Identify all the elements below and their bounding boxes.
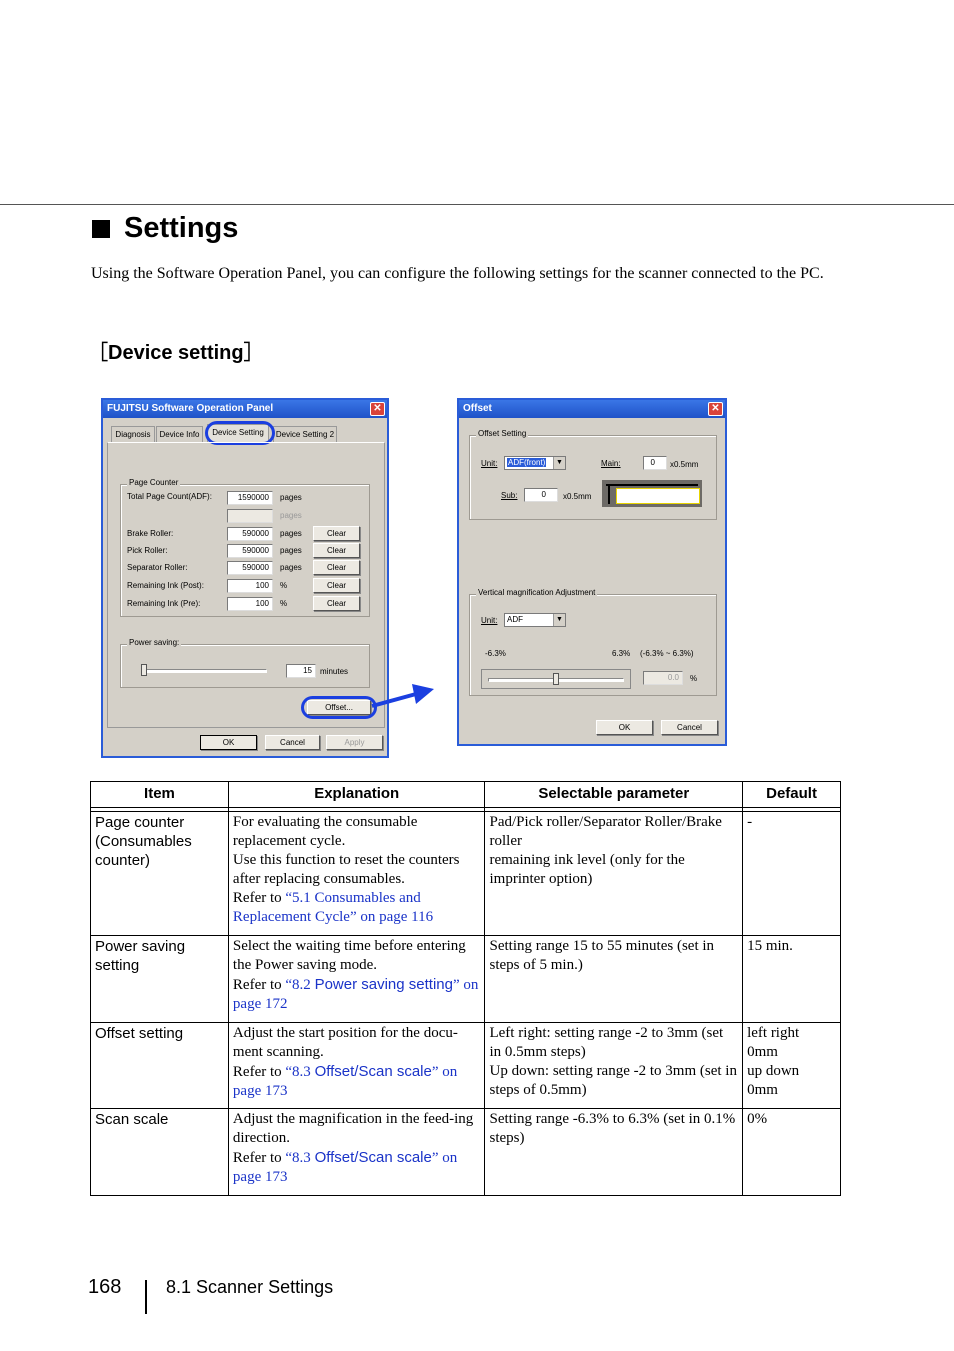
power-saving-field[interactable]: 15 (286, 664, 316, 678)
scan-scale-slider-box (481, 669, 631, 689)
offset-preview-line (606, 484, 698, 486)
default-cell: 15 min. (743, 936, 841, 1023)
highlight-offset-button (301, 696, 377, 719)
clear-button[interactable]: Clear (313, 596, 360, 611)
default-cell: 0% (743, 1109, 841, 1196)
magnification-field: 0.0 (643, 671, 683, 685)
scan-scale-slider-thumb[interactable] (553, 673, 559, 685)
power-saving-slider-track[interactable] (141, 669, 267, 673)
header-rule (0, 204, 954, 205)
power-saving-group: Power saving: (120, 644, 370, 688)
clear-button[interactable]: Clear (313, 578, 360, 593)
offset-preview-arrow (608, 484, 610, 504)
counter-label: Pick Roller: (127, 546, 168, 555)
magnification-unit: % (690, 674, 698, 683)
counter-label: Separator Roller: (127, 563, 188, 572)
max-label: 6.3% (612, 649, 631, 658)
counter-field[interactable]: 100 (227, 597, 273, 611)
counter-unit: % (280, 599, 288, 608)
counter-label: Total Page Count(ADF): (127, 492, 212, 501)
sub-label: Sub: (501, 491, 518, 500)
offset-dialog-titlebar: Offset ✕ (459, 400, 725, 418)
table-row (91, 1023, 841, 1109)
offset-button[interactable]: Offset... (307, 700, 371, 715)
operation-panel-titlebar: FUJITSU Software Operation Panel ✕ (103, 400, 387, 418)
intro-paragraph: Using the Software Operation Panel, you can configure the following settings for the scanner connected to the PC. (91, 265, 824, 282)
ok-button[interactable]: OK (200, 735, 257, 750)
counter-unit: % (280, 581, 288, 590)
counter-unit: pages (280, 529, 302, 538)
parameter-cell: Setting range -6.3% to 6.3% (set in 0.1% steps) (485, 1109, 743, 1196)
sub-unit: x0.5mm (563, 492, 592, 501)
vunit-select[interactable]: ADF ▼ (504, 613, 566, 627)
offset-setting-group: Offset Setting (469, 435, 717, 520)
column-header: Default (743, 782, 841, 808)
reference-link[interactable]: “5.1 Consumables and Replacement Cycle” on page 116 (232, 890, 434, 925)
table-header-row (91, 782, 841, 808)
item-cell: Scan scale (91, 1109, 229, 1196)
page-counter-group: Page Counter (120, 484, 370, 617)
clear-button[interactable]: Clear (313, 560, 360, 575)
close-icon[interactable]: ✕ (708, 402, 723, 416)
main-label: Main: (601, 459, 621, 468)
close-icon[interactable]: ✕ (370, 402, 385, 416)
unit-select[interactable]: ADF(front) ▼ (504, 456, 566, 470)
power-saving-slider-thumb[interactable] (141, 664, 147, 676)
cancel-button[interactable]: Cancel (661, 720, 718, 735)
reference-link[interactable]: “8.2 Power saving setting” on page 172 (232, 976, 479, 1012)
counter-label: Remaining Ink (Pre): (127, 599, 201, 608)
counter-field[interactable]: 590000 (227, 527, 273, 541)
sub-stepper[interactable]: 0 (524, 488, 558, 502)
offset-preview (602, 480, 702, 507)
range-label: (-6.3% ~ 6.3%) (640, 649, 694, 658)
counter-field[interactable]: 1590000 (227, 491, 273, 505)
operation-panel-window (101, 398, 389, 758)
counter-field[interactable]: 100 (227, 579, 273, 593)
explanation-cell: Adjust the magnification in the feed-ing direction. Refer to “8.3 Offset/Scan scale” on page 173 (228, 1109, 485, 1196)
parameter-cell: Left right: setting range -2 to 3mm (set in 0.5mm steps) Up down: setting range -2 to 3mm (set in steps of 0.5mm) (485, 1023, 743, 1109)
min-label: -6.3% (485, 649, 506, 658)
counter-unit: pages (280, 546, 302, 555)
counter-label: Remaining Ink (Post): (127, 581, 204, 590)
table-row (91, 936, 841, 1023)
footer-section: 8.1 Scanner Settings (166, 1277, 334, 1297)
page-number: 168 (88, 1276, 122, 1298)
vunit-label: Unit: (481, 616, 498, 625)
offset-dialog-window (457, 398, 727, 746)
reference-link[interactable]: “8.3 Offset/Scan scale” on page 173 (232, 1149, 458, 1185)
item-cell: Page counter (Consumables counter) (91, 812, 229, 936)
counter-field[interactable]: 590000 (227, 544, 273, 558)
main-unit: x0.5mm (670, 460, 699, 469)
parameter-cell: Setting range 15 to 55 minutes (set in steps of 5 min.) (485, 936, 743, 1023)
default-cell: - (743, 812, 841, 936)
cancel-button[interactable]: Cancel (265, 735, 320, 750)
explanation-cell: Adjust the start position for the docu-ment scanning. Refer to “8.3 Offset/Scan scale” on page 173 (228, 1023, 485, 1109)
counter-field[interactable]: 590000 (227, 561, 273, 575)
explanation-cell: Select the waiting time before entering the Power saving mode. Refer to “8.2 Power saving setting” on page 172 (228, 936, 485, 1023)
reference-link[interactable]: “8.3 Offset/Scan scale” on page 173 (232, 1063, 458, 1099)
explanation-cell: For evaluating the consumable replacement cycle. Use this function to reset the counters after replacing consumables. Refer to “5.1 Consumables and Replacement Cycle” on page 116 (228, 812, 485, 936)
tab-device-setting-2[interactable]: Device Setting 2 (273, 426, 337, 442)
counter-unit: pages (280, 511, 302, 520)
section-heading: Settings (92, 212, 238, 245)
counter-field (227, 509, 273, 523)
square-bullet-icon (92, 220, 110, 238)
main-stepper[interactable]: 0 (643, 456, 667, 470)
tab-device-info[interactable]: Device Info (156, 426, 203, 442)
ok-button[interactable]: OK (596, 720, 653, 735)
vertical-magnification-group: Vertical magnification Adjustment (469, 594, 717, 696)
counter-unit: pages (280, 493, 302, 502)
table-row (91, 1109, 841, 1196)
column-header: Explanation (228, 782, 485, 808)
clear-button[interactable]: Clear (313, 543, 360, 558)
table-row (91, 812, 841, 936)
chevron-down-icon[interactable]: ▼ (553, 457, 565, 469)
power-saving-unit: minutes (320, 667, 349, 676)
tab-diagnosis[interactable]: Diagnosis (111, 426, 155, 442)
item-cell: Power saving setting (91, 936, 229, 1023)
chevron-down-icon[interactable]: ▼ (553, 614, 565, 626)
tab-device-setting[interactable]: Device Setting (207, 424, 269, 442)
apply-button: Apply (326, 735, 383, 750)
settings-table (90, 781, 841, 1196)
offset-preview-paper (616, 488, 700, 504)
counter-label: Brake Roller: (127, 529, 174, 538)
subheading: ［Device setting］ (88, 342, 264, 364)
default-cell: left right 0mm up down 0mm (743, 1023, 841, 1109)
arrow-icon (370, 684, 436, 710)
parameter-cell: Pad/Pick roller/Separator Roller/Brake roller remaining ink level (only for the imprinter option) (485, 812, 743, 936)
column-header: Item (91, 782, 229, 808)
column-header: Selectable parameter (485, 782, 743, 808)
footer-divider (145, 1280, 147, 1314)
unit-label: Unit: (481, 459, 498, 468)
clear-button[interactable]: Clear (313, 526, 360, 541)
item-cell: Offset setting (91, 1023, 229, 1109)
counter-unit: pages (280, 563, 302, 572)
